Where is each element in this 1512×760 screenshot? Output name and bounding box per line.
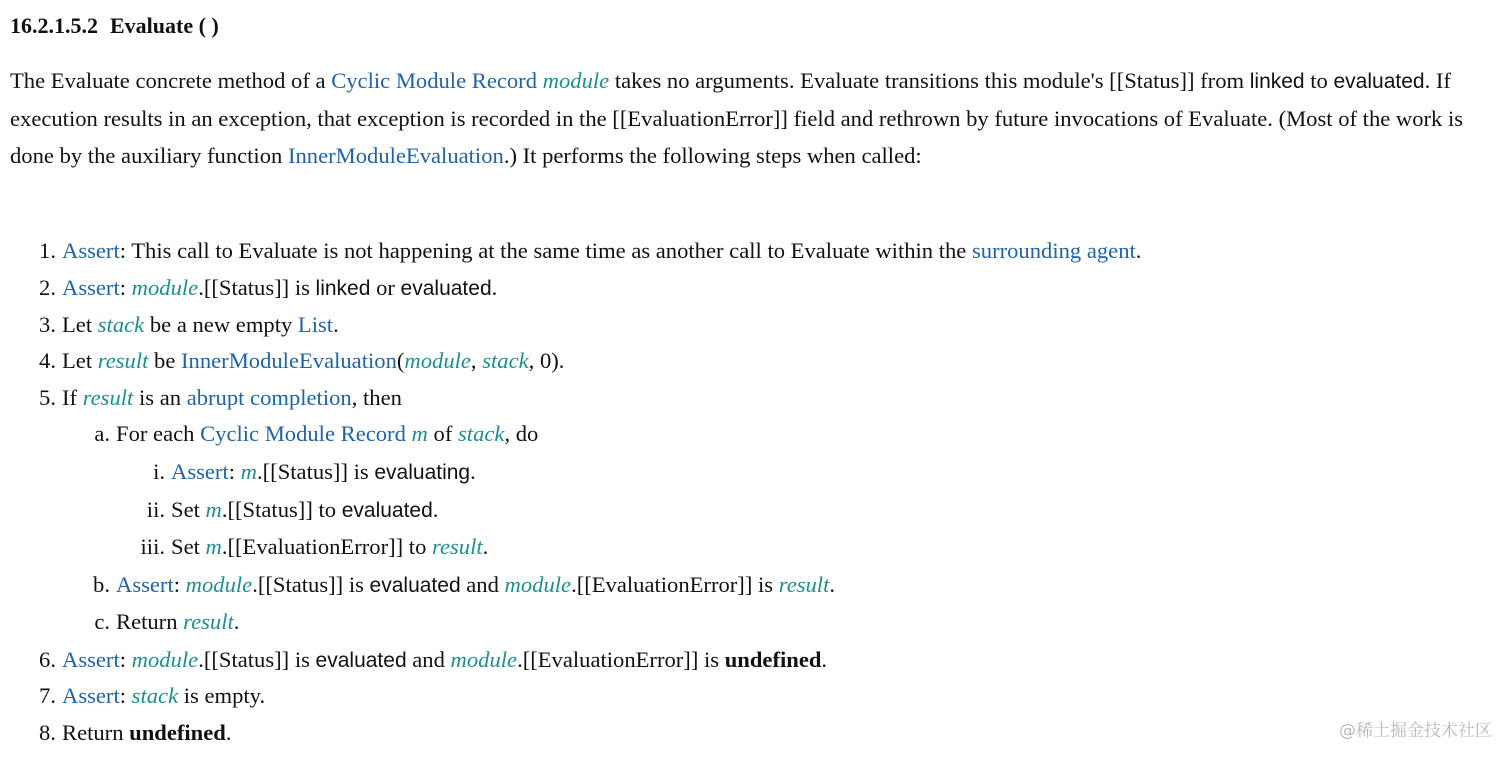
variable-result: result [82, 385, 134, 410]
step-4: 4. Let result be InnerModuleEvaluation(module, stack, 0). [0, 343, 564, 379]
status-value: linked [315, 277, 371, 300]
variable-result: result [97, 348, 149, 373]
step-1: 1. Assert: This call to Evaluate is not happening at the same time as another call to Evaluate within the surrounding agent. [0, 233, 1141, 269]
step-2: 2. Assert: module.[[Status]] is linked or evaluated. [0, 270, 497, 306]
step-5a: a. For each Cyclic Module Record m of stack, do [0, 416, 538, 452]
surrounding-agent-link[interactable]: surrounding agent [972, 238, 1136, 263]
intro-paragraph: The Evaluate concrete method of a Cyclic Module Record module takes no arguments. Evaluate transitions this module's [[Status]] from linked to evaluated. If execution results in an exception, that exception is recorded in the [[EvaluationError]] field and rethrown by future invocations of Evaluate. (Most of the work is done by the auxiliary function InnerModuleEvaluation.) It performs the following steps when called: [10, 68, 1464, 168]
step-marker: 7. [39, 683, 56, 708]
step-5a-ii: ii. Set m.[[Status]] to evaluated. [0, 492, 438, 528]
step-marker: 8. [39, 720, 56, 745]
variable-module: module [542, 68, 610, 93]
abrupt-completion-link[interactable]: abrupt completion [186, 385, 352, 410]
undefined-value: undefined [724, 647, 822, 672]
variable-m: m [240, 459, 257, 484]
step-3: 3. Let stack be a new empty List. [0, 307, 339, 343]
variable-module: module [131, 275, 199, 300]
variable-stack: stack [97, 312, 145, 337]
variable-module: module [404, 348, 471, 373]
status-value: evaluated [341, 499, 433, 522]
step-marker: 6. [39, 647, 56, 672]
status-value: evaluated [369, 574, 461, 597]
status-value: evaluated [1333, 70, 1425, 93]
step-8: 8. Return undefined. [0, 715, 232, 751]
section-number: 16.2.1.5.2 [10, 13, 98, 38]
step-marker: i. [153, 459, 165, 484]
step-5c: c. Return result. [0, 604, 239, 640]
variable-m: m [205, 497, 222, 522]
variable-m: m [411, 421, 428, 446]
assert-link[interactable]: Assert [171, 459, 229, 484]
assert-link[interactable]: Assert [116, 572, 174, 597]
section-heading [10, 10, 219, 42]
variable-stack: stack [482, 348, 529, 373]
step-marker: 1. [39, 238, 56, 263]
status-value: evaluated [400, 277, 492, 300]
assert-link[interactable]: Assert [62, 238, 120, 263]
step-marker: 5. [39, 385, 56, 410]
step-7: 7. Assert: stack is empty. [0, 678, 265, 714]
section-title: Evaluate ( ) [110, 13, 219, 38]
step-5: 5. If result is an abrupt completion, then [0, 380, 402, 416]
step-marker: ii. [146, 497, 165, 522]
assert-link[interactable]: Assert [62, 683, 120, 708]
variable-stack: stack [131, 683, 179, 708]
step-5a-i: i. Assert: m.[[Status]] is evaluating. [0, 454, 476, 490]
variable-module: module [450, 647, 518, 672]
assert-link[interactable]: Assert [62, 275, 120, 300]
variable-module: module [504, 572, 572, 597]
status-value: linked [1249, 70, 1305, 93]
step-marker: iii. [140, 534, 165, 559]
status-value: evaluating [374, 461, 471, 484]
variable-result: result [778, 572, 830, 597]
variable-module: module [131, 647, 199, 672]
list-link[interactable]: List [297, 312, 334, 337]
inner-module-evaluation-link[interactable]: InnerModuleEvaluation [287, 143, 504, 168]
step-marker: c. [94, 609, 110, 634]
assert-link[interactable]: Assert [62, 647, 120, 672]
step-marker: 3. [39, 312, 56, 337]
variable-result: result [432, 534, 483, 559]
step-marker: 4. [39, 348, 56, 373]
cyclic-module-record-link[interactable]: Cyclic Module Record [331, 68, 537, 93]
inner-module-evaluation-link[interactable]: InnerModuleEvaluation [181, 348, 397, 373]
step-5b: b. Assert: module.[[Status]] is evaluated and module.[[EvaluationError]] is result. [0, 567, 835, 603]
variable-module: module [185, 572, 253, 597]
step-5a-iii: iii. Set m.[[EvaluationError]] to result. [0, 529, 488, 565]
watermark: @稀土掘金技术社区 [1339, 721, 1492, 741]
step-marker: b. [93, 572, 110, 597]
step-6: 6. Assert: module.[[Status]] is evaluated and module.[[EvaluationError]] is undefined. [0, 642, 827, 678]
status-value: evaluated [315, 649, 407, 672]
cyclic-module-record-link[interactable]: Cyclic Module Record [200, 421, 406, 446]
variable-result: result [183, 609, 234, 634]
variable-stack: stack [458, 421, 505, 446]
step-marker: 2. [39, 275, 56, 300]
undefined-value: undefined [129, 720, 226, 745]
variable-m: m [205, 534, 222, 559]
step-marker: a. [94, 421, 110, 446]
